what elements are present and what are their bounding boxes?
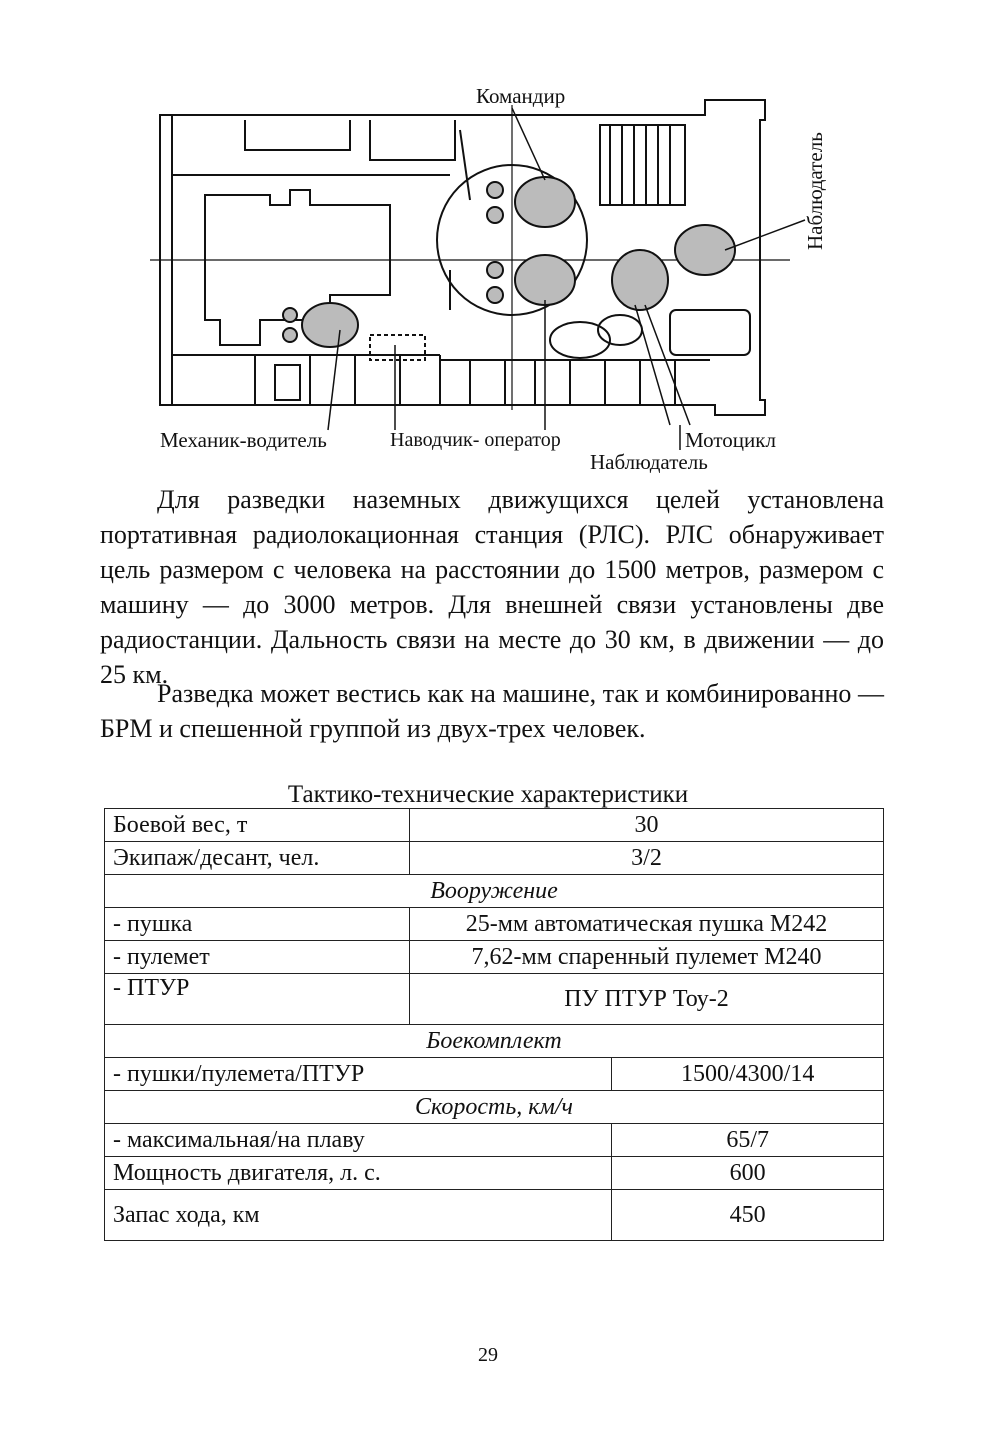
observer-bottom-label: Наблюдатель [590, 450, 708, 474]
gunner-label: Наводчик- оператор [390, 429, 561, 451]
table-section-row [105, 1025, 884, 1058]
table-row [105, 941, 884, 974]
row-label: - пушка [105, 908, 410, 941]
row-label: - пушки/пулемета/ПТУР [105, 1058, 612, 1091]
driver-label: Механик-водитель [160, 428, 327, 452]
section-heading: Боекомплект [105, 1025, 884, 1058]
section-heading: Вооружение [105, 875, 884, 908]
table-row [105, 842, 884, 875]
table-row [105, 1157, 884, 1190]
paragraph-radar: Для разведки наземных движущихся целей установлена портативная радиолокационная станция (РЛС). РЛС обнаруживает цель размером с человека на расстоянии до 1500 метров, размером с машину — до 3000 метров. Для внешней связи установлены две радиостанции. Дальность связи на месте до 30 км, в движении — до 25 км. [100, 485, 884, 689]
row-label: - максимальная/на плаву [105, 1124, 612, 1157]
row-value: 1500/4300/14 [612, 1058, 884, 1091]
table-row [105, 974, 884, 1025]
section-heading: Скорость, км/ч [105, 1091, 884, 1124]
row-value: 65/7 [612, 1124, 884, 1157]
row-value: 600 [612, 1157, 884, 1190]
row-value: 3/2 [410, 842, 884, 875]
table-row [105, 809, 884, 842]
row-value: 450 [612, 1190, 884, 1241]
specifications-table [104, 808, 884, 1241]
table-title: Тактико-технические характеристики [287, 781, 689, 808]
row-value: 7,62-мм спаренный пулемет М240 [410, 941, 884, 974]
row-value: 25-мм автоматическая пушка М242 [410, 908, 884, 941]
observer-vertical-label: Наблюдатель [803, 132, 827, 250]
row-label: Экипаж/десант, чел. [105, 842, 410, 875]
vehicle-plan-drawing [150, 80, 850, 480]
table-row [105, 908, 884, 941]
motorcycle-label: Мотоцикл [685, 428, 776, 452]
table-section-row [105, 875, 884, 908]
table-row [105, 1124, 884, 1157]
table-row [105, 1190, 884, 1241]
page-number: 29 [478, 1344, 498, 1366]
row-value: 30 [410, 809, 884, 842]
row-label: Боевой вес, т [105, 809, 410, 842]
row-label: - пулемет [105, 941, 410, 974]
commander-label: Командир [476, 84, 566, 108]
vehicle-layout-diagram [150, 80, 850, 480]
row-label: Запас хода, км [105, 1190, 612, 1241]
paragraph-reconnaissance: Разведка может вестись как на машине, так и комбинированно — БРМ и спешенной группой из двух-трех человек. [100, 679, 884, 743]
row-label: - ПТУР [105, 974, 410, 1025]
row-value: ПУ ПТУР Тоу-2 [410, 974, 884, 1025]
table-row [105, 1058, 884, 1091]
row-label: Мощность двигателя, л. с. [105, 1157, 612, 1190]
table-section-row [105, 1091, 884, 1124]
